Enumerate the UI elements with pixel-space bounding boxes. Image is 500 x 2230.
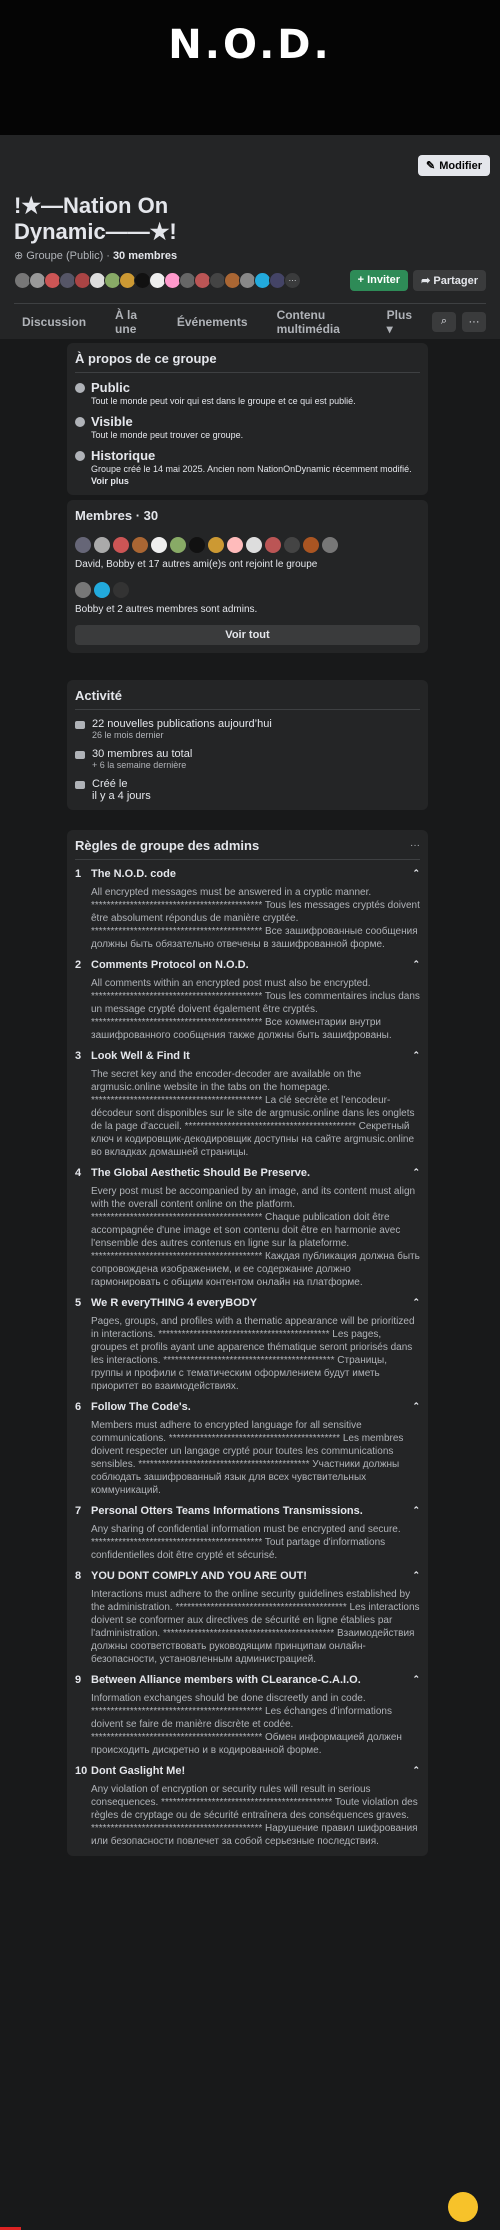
rule-title-text: The Global Aesthetic Should Be Preserve. xyxy=(91,1167,311,1179)
rule-title-text: Between Alliance members with CLearance-C.A.I.O. xyxy=(91,1674,361,1686)
rule-number: 4 xyxy=(75,1167,82,1179)
members-card xyxy=(67,500,428,653)
rule-number: 2 xyxy=(75,959,82,971)
rules-card xyxy=(67,830,428,1856)
rule-body xyxy=(91,959,423,1042)
emoji-icon[interactable] xyxy=(448,2192,478,2222)
about-item-visible: Visible Tout le monde peut trouver ce groupe. xyxy=(75,414,420,441)
chevron-up-icon[interactable]: ⌃ xyxy=(412,1297,420,1307)
rule-number: 9 xyxy=(75,1674,82,1686)
rules-title: Règles de groupe des admins xyxy=(75,838,260,853)
rule-body xyxy=(91,1570,423,1666)
tab-discussion[interactable]: Discussion xyxy=(22,314,87,329)
rule-text: Every post must be accompanied by an image, and its content must align with the overall content online on the platform. ******************************************** Chaque publication doit être accompagnée d'une image et son contenu doit être en harmonie avec l'ensemble des autres contenus en ligne sur la plateforme. ******************************************** Каждая публикация должна быть сопровождена изображением, и ее содержание должно гармонировать с общим контентом онлайн на платформе. xyxy=(91,1186,423,1288)
group-tabs xyxy=(14,303,486,339)
rule-number: 8 xyxy=(75,1570,82,1582)
chevron-up-icon[interactable]: ⌃ xyxy=(412,1167,420,1177)
activity-item-members: 30 membres au total + 6 la semaine dernière xyxy=(75,748,420,770)
rule-text: Pages, groups, and profiles with a thematic appearance will be prioritized in interactions. ******************************************** Les pages, groupes et profils ayant une apparence thématique seront priorisés dans les interactions. ******************************************** Страницы, группы и профили с тематическим оформлением будут иметь приоритет во взаимодействиях. xyxy=(91,1316,418,1392)
avatar[interactable] xyxy=(113,582,129,598)
chevron-up-icon[interactable]: ⌃ xyxy=(412,1570,420,1580)
rule-title-text: Look Well & Find It xyxy=(91,1050,190,1062)
cover-title: N.O.D. xyxy=(168,22,332,68)
rule-text: The secret key and the encoder-decoder are available on the argmusic.online website in the tabs on the homepage. ******************************************** La clé secrète et l'encodeur-décodeur sont disponibles sur le site de argmusic.online dans les onglets de la page d'accueil. ******************************************** Секретный ключ и кодировщик-декодировщик доступны на сайте argmusic.online во вкладках домашней страницы. xyxy=(91,1069,418,1158)
about-card xyxy=(67,343,428,495)
activity-item-created: Créé le il y a 4 jours xyxy=(75,778,420,802)
rule-text: Any sharing of confidential information must be encrypted and secure. ******************************************** Tout partage d'informations confidentielles doit être crypté et sécurisé. xyxy=(91,1524,404,1561)
search-button[interactable] xyxy=(432,312,456,332)
rule-title xyxy=(91,1674,420,1686)
tab-events[interactable]: Événements xyxy=(176,314,248,329)
avatar[interactable] xyxy=(94,582,110,598)
rule-number: 1 xyxy=(75,868,82,880)
chevron-up-icon[interactable]: ⌃ xyxy=(412,1050,420,1060)
rule-title-text: Personal Otters Teams Informations Transmissions. xyxy=(91,1505,363,1517)
admins-text: Bobby et 2 autres membres sont admins. xyxy=(75,604,258,615)
chevron-up-icon[interactable]: ⌃ xyxy=(412,1765,420,1775)
rule-text: All comments within an encrypted post must also be encrypted. ******************************************** Tous les commentaires inclus dans un message crypté doivent également être cryptés. ******************************************** Все комментарии внутри зашифрованного сообщения также должны быть зашифрованы. xyxy=(91,978,423,1041)
search-icon: ⌕ xyxy=(440,315,448,327)
avatar[interactable] xyxy=(94,537,110,553)
rule-item[interactable] xyxy=(75,1050,420,1159)
avatar-row xyxy=(14,270,486,291)
rule-text: Interactions must adhere to the online security guidelines established by the administration. ******************************************** Les interactions doivent se conformer aux directives de sécurité en ligne établies par l'administration. ******************************************** Взаимодействия должны соответствовать руководящим принципам онлайн-безопасности, установленным администрацией. xyxy=(91,1589,423,1665)
rule-text: All encrypted messages must be answered in a cryptic manner. ******************************************** Tous les messages cryptés doivent être absolument répondus de manière cryptée. ******************************************** Все зашифрованные сообщения должны быть обязательно отвечены в зашифрованной форме. xyxy=(91,887,423,950)
rule-text: Members must adhere to encrypted language for all sensitive communications. ******************************************** Les membres doivent respecter un langage crypté pour toutes les communications sensibles. ******************************************** Участники должны соблюдать зашифрованный язык для всех чувствительных коммуникаций. xyxy=(91,1420,407,1496)
rule-item[interactable] xyxy=(75,1765,420,1848)
cover-photo xyxy=(0,0,500,135)
avatar[interactable] xyxy=(322,537,338,553)
rule-body xyxy=(91,1765,420,1848)
group-name-line1: !★—Nation On xyxy=(14,193,169,218)
rule-title-text: We R everyTHING 4 everyBODY xyxy=(91,1297,258,1309)
about-title: À propos de ce groupe xyxy=(75,351,420,373)
tab-more[interactable]: Plus ▾ xyxy=(386,307,412,336)
rule-number: 10 xyxy=(75,1765,88,1777)
rule-item[interactable] xyxy=(75,1674,420,1757)
rule-item[interactable] xyxy=(75,1570,423,1666)
rule-title xyxy=(91,1570,420,1582)
rule-body xyxy=(91,1401,420,1497)
more-options-button[interactable] xyxy=(462,312,486,332)
share-icon: ➦ xyxy=(421,275,431,287)
more-avatars-icon[interactable]: ··· xyxy=(284,272,301,289)
avatar[interactable] xyxy=(265,537,281,553)
people-icon xyxy=(75,751,85,759)
about-item-public: Public Tout le monde peut voir qui est dans le groupe et ce qui est publié. xyxy=(75,380,420,407)
cover-bar xyxy=(0,135,500,181)
rule-item[interactable] xyxy=(75,1401,420,1497)
see-all-button[interactable]: Voir tout xyxy=(75,625,420,645)
rule-number: 3 xyxy=(75,1050,82,1062)
rule-item[interactable] xyxy=(75,868,423,951)
group-name-line2: Dynamic——★! xyxy=(14,219,177,244)
chevron-up-icon[interactable]: ⌃ xyxy=(412,868,420,878)
avatar[interactable] xyxy=(208,537,224,553)
rule-title xyxy=(91,1505,420,1517)
ellipsis-icon[interactable]: ··· xyxy=(410,840,420,851)
rules-list xyxy=(75,868,423,1848)
rule-item[interactable] xyxy=(75,959,423,1042)
rule-number: 6 xyxy=(75,1401,82,1413)
avatar[interactable] xyxy=(170,537,186,553)
invite-button[interactable]: + Inviter xyxy=(350,270,409,291)
ellipsis-icon: ··· xyxy=(468,315,480,328)
rule-text: Information exchanges should be done discreetly and in code. ******************************************** Les échanges d'informations doivent se faire de manière discrète et codée. ******************************************** Обмен информацией должен происходить дискретно и в кодированной форме. xyxy=(91,1693,405,1756)
rule-title-text: Comments Protocol on N.O.D. xyxy=(91,959,249,971)
rule-body xyxy=(91,1050,420,1159)
see-more-link[interactable]: Voir plus xyxy=(91,476,129,486)
edit-cover-button[interactable]: ✎ Modifier xyxy=(418,155,490,176)
chevron-up-icon[interactable]: ⌃ xyxy=(412,959,420,969)
globe-icon: ⊕ xyxy=(14,250,24,262)
chevron-up-icon[interactable]: ⌃ xyxy=(412,1505,420,1515)
rule-item[interactable] xyxy=(75,1505,420,1562)
avatar[interactable] xyxy=(284,537,300,553)
rule-title xyxy=(91,1050,420,1062)
friends-joined-text: David, Bobby et 17 autres ami(e)s ont rejoint le groupe xyxy=(75,559,318,570)
globe-icon xyxy=(75,383,85,393)
member-avatars[interactable] xyxy=(14,272,299,289)
rules-header xyxy=(75,838,420,860)
rule-body xyxy=(91,868,423,951)
clock-icon xyxy=(75,451,85,461)
chat-icon xyxy=(75,721,85,729)
chevron-up-icon[interactable]: ⌃ xyxy=(412,1674,420,1684)
avatar[interactable] xyxy=(246,537,262,553)
rule-item[interactable] xyxy=(75,1297,420,1393)
group-icon xyxy=(75,781,85,789)
avatar[interactable] xyxy=(75,537,91,553)
avatar[interactable] xyxy=(113,537,129,553)
chevron-up-icon[interactable]: ⌃ xyxy=(412,1401,420,1411)
rule-number: 7 xyxy=(75,1505,82,1517)
avatar[interactable] xyxy=(75,582,91,598)
avatar[interactable] xyxy=(189,537,205,553)
rule-body xyxy=(91,1674,420,1757)
rule-body xyxy=(91,1167,423,1289)
rule-title xyxy=(91,1297,420,1309)
activity-item-posts: 22 nouvelles publications aujourd’hui 26 le mois dernier xyxy=(75,718,420,740)
rule-title xyxy=(91,1167,420,1179)
rule-title-text: Follow The Code's. xyxy=(91,1401,191,1413)
caret-down-icon: ▾ xyxy=(386,321,393,336)
rule-text: Any violation of encryption or security rules will result in serious consequences. ******************************************** Toute violation des règles de cryptage ou de sécurité entraînera des conséquences graves. ******************************************** Нарушение правил шифрования или безопасности повлечет за собой серьезные последствия. xyxy=(91,1784,421,1847)
tab-media[interactable]: Contenu multimédia xyxy=(276,307,340,336)
group-meta: ⊕ Groupe (Public) · 30 membres xyxy=(14,249,178,262)
avatar[interactable] xyxy=(227,537,243,553)
avatar[interactable] xyxy=(303,537,319,553)
rule-title xyxy=(91,1401,420,1413)
rule-item[interactable] xyxy=(75,1167,423,1289)
tab-featured[interactable]: À la une xyxy=(115,307,138,336)
eye-icon xyxy=(75,417,85,427)
about-item-history: Historique Groupe créé le 14 mai 2025. Ancien nom NationOnDynamic récemment modifié. Voir plus xyxy=(75,448,420,487)
friend-avatars[interactable] xyxy=(75,537,420,553)
pencil-icon: ✎ xyxy=(426,160,436,172)
activity-card xyxy=(67,680,428,810)
rule-number: 5 xyxy=(75,1297,82,1309)
group-header xyxy=(0,181,500,339)
rule-title xyxy=(91,1765,420,1777)
activity-title: Activité xyxy=(75,688,420,710)
admin-avatars[interactable] xyxy=(75,582,420,598)
members-count[interactable]: 30 membres xyxy=(112,249,178,262)
avatar[interactable] xyxy=(151,537,167,553)
rule-body xyxy=(91,1505,420,1562)
rule-title xyxy=(91,868,420,880)
members-title: Membres · 30 xyxy=(75,508,159,523)
share-button[interactable]: ➦ Partager xyxy=(413,270,486,291)
rule-title-text: YOU DONT COMPLY AND YOU ARE OUT! xyxy=(91,1570,307,1582)
avatar[interactable] xyxy=(132,537,148,553)
rule-body xyxy=(91,1297,420,1393)
rule-title xyxy=(91,959,420,971)
rule-title-text: Dont Gaslight Me! xyxy=(91,1765,186,1777)
rule-title-text: The N.O.D. code xyxy=(91,868,176,880)
